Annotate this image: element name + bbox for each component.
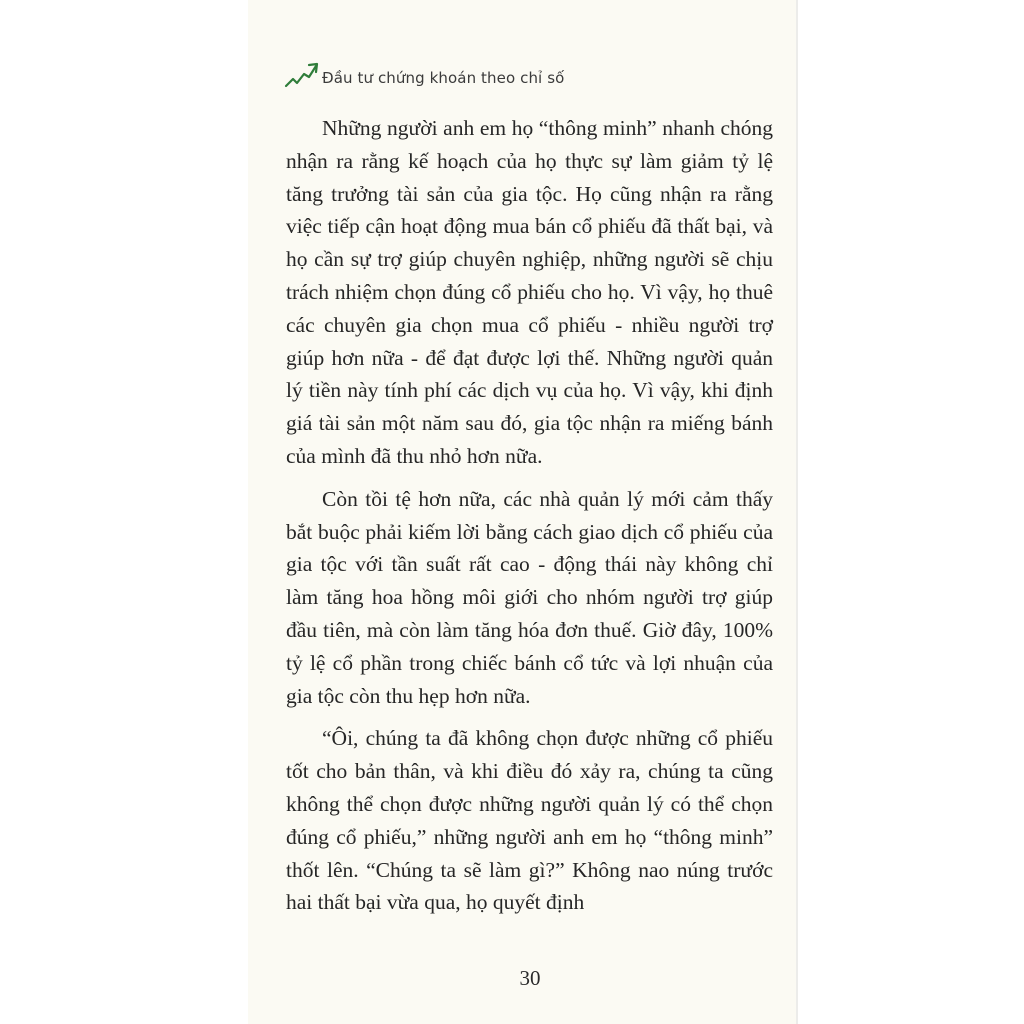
- page-edge: [796, 0, 798, 1024]
- rising-chart-arrow-icon: [284, 60, 320, 90]
- paragraph-1: Những người anh em họ “thông minh” nhanh chóng nhận ra rằng kế hoạch của họ thực sự làm giảm tỷ lệ tăng trưởng tài sản của gia tộc. Họ cũng nhận ra rằng việc tiếp cận hoạt động mua bán cổ phiếu đã thất bại, và họ cần sự trợ giúp chuyên nghiệp, những người sẽ chịu trách nhiệm chọn đúng cổ phiếu cho họ. Vì vậy, họ thuê các chuyên gia chọn mua cổ phiếu - nhiều người trợ giúp hơn nữa - để đạt được lợi thế. Những người quản lý tiền này tính phí các dịch vụ của họ. Vì vậy, khi định giá tài sản một năm sau đó, gia tộc nhận ra miếng bánh của mình đã thu nhỏ hơn nữa.: [286, 116, 773, 468]
- body-text: [286, 112, 773, 919]
- page-number: 30: [519, 966, 541, 990]
- book-title: Đầu tư chứng khoán theo chỉ số: [322, 69, 565, 87]
- paragraph-2: Còn tồi tệ hơn nữa, các nhà quản lý mới cảm thấy bắt buộc phải kiếm lời bằng cách giao dịch cổ phiếu của gia tộc với tần suất rất cao - động thái này không chỉ làm tăng hoa hồng môi giới cho nhóm người trợ giúp đầu tiên, mà còn làm tăng hóa đơn thuế. Giờ đây, 100% tỷ lệ cổ phần trong chiếc bánh cổ tức và lợi nhuận của gia tộc còn thu hẹp hơn nữa.: [286, 486, 773, 708]
- paragraph-3: “Ôi, chúng ta đã không chọn được những cổ phiếu tốt cho bản thân, và khi điều đó xảy ra, chúng ta cũng không thể chọn được những người quản lý có thể chọn đúng cổ phiếu,” những người anh em họ “thông minh” thốt lên. “Chúng ta sẽ làm gì?” Không nao núng trước hai thất bại vừa qua, họ quyết định: [286, 726, 773, 915]
- running-header: [284, 58, 564, 92]
